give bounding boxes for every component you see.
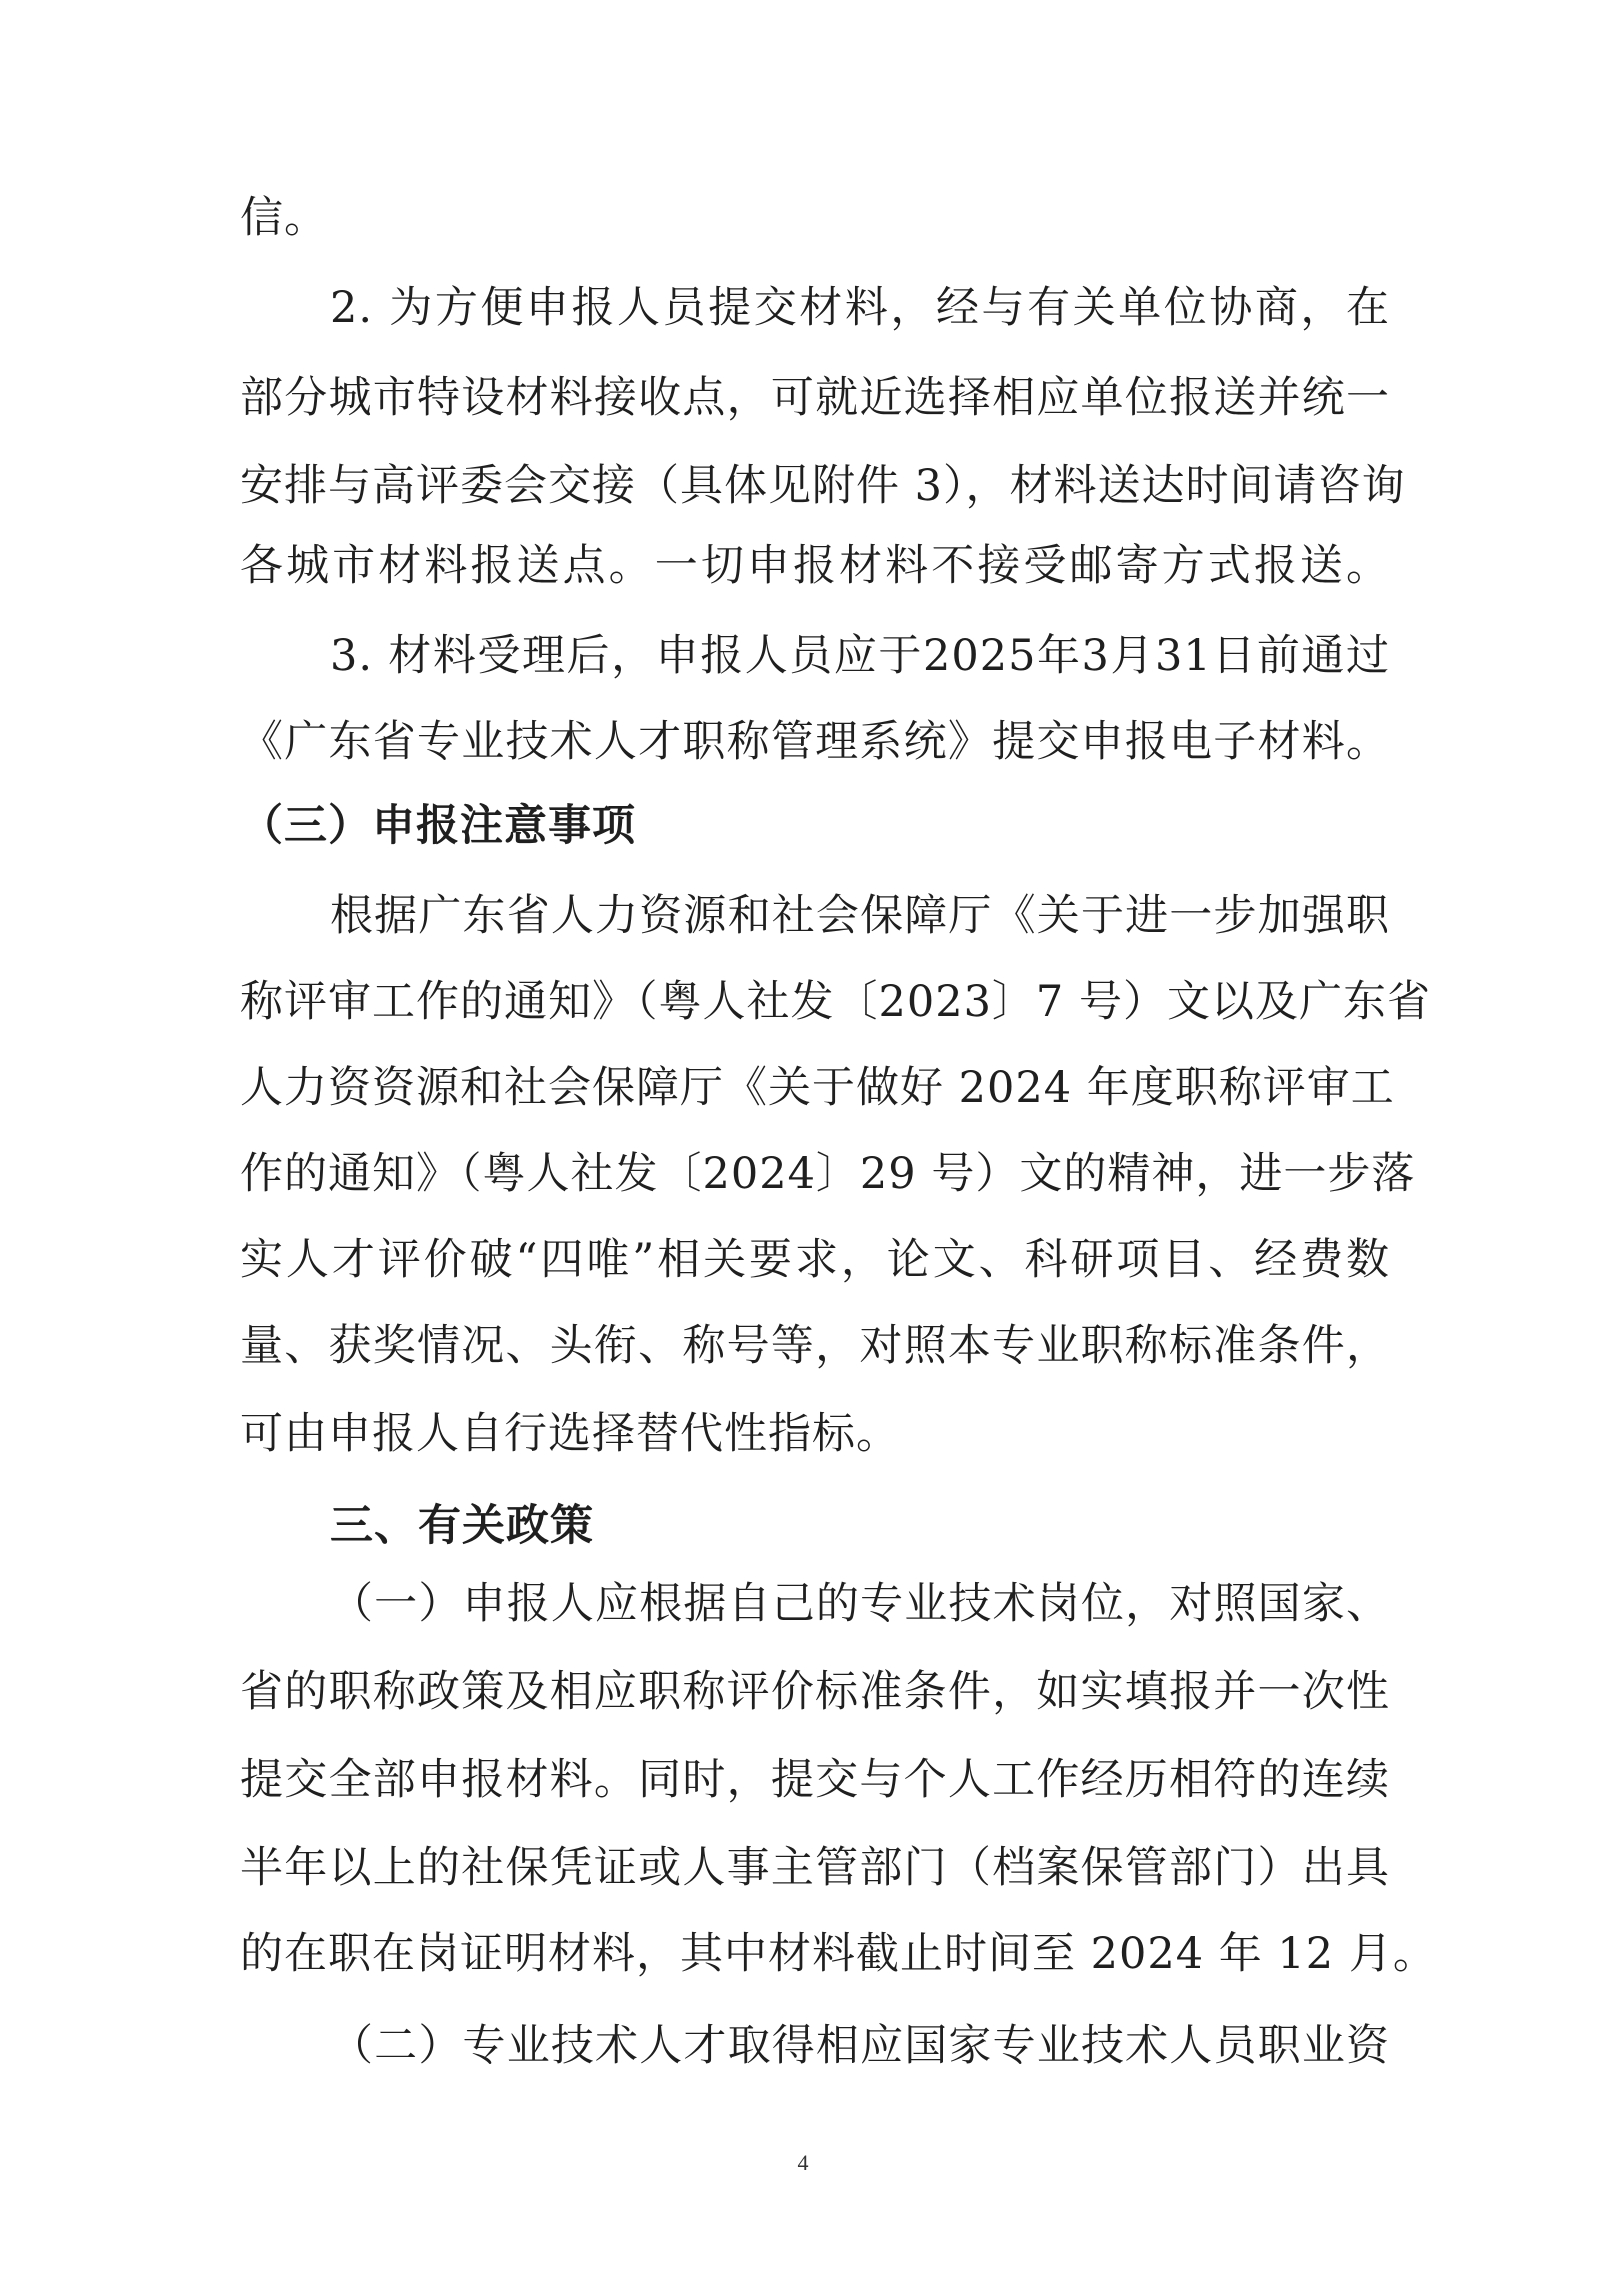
text-line: 实人才评价破“四唯”相关要求，论文、科研项目、经费数: [240, 1235, 1390, 1285]
text-line: 2. 为方便申报人员提交材料，经与有关单位协商，在: [330, 283, 1390, 333]
text-line: 量、获奖情况、头衔、称号等，对照本专业职称标准条件，: [240, 1321, 1390, 1371]
text-line: （一）申报人应根据自己的专业技术岗位，对照国家、: [330, 1579, 1390, 1629]
text-line: 提交全部申报材料。同时，提交与个人工作经历相符的连续: [240, 1755, 1390, 1805]
text-line: 省的职称政策及相应职称评价标准条件，如实填报并一次性: [240, 1667, 1390, 1717]
text-line: （二）专业技术人才取得相应国家专业技术人员职业资: [330, 2021, 1390, 2071]
text-line: 安排与高评委会交接（具体见附件 3），材料送达时间请咨询: [240, 461, 1406, 511]
text-line: 的在职在岗证明材料，其中材料截止时间至 2024 年 12 月。: [240, 1929, 1437, 1979]
text-line: 3. 材料受理后，申报人员应于2025年3月31日前通过: [330, 631, 1390, 681]
text-line: 部分城市特设材料接收点，可就近选择相应单位报送并统一: [240, 373, 1390, 423]
text-line: 各城市材料报送点。一切申报材料不接受邮寄方式报送。: [240, 541, 1390, 591]
text-line: 半年以上的社保凭证或人事主管部门（档案保管部门）出具: [240, 1843, 1390, 1893]
text-line: 人力资资源和社会保障厅《关于做好 2024 年度职称评审工: [240, 1063, 1395, 1113]
text-line: 《广东省专业技术人才职称管理系统》提交申报电子材料。: [240, 717, 1390, 767]
section-heading: （三）申报注意事项: [240, 801, 636, 851]
page-number: 4: [797, 2150, 809, 2175]
text-line: 可由申报人自行选择替代性指标。: [240, 1409, 900, 1459]
text-line: 作的通知》（粤人社发〔2024〕29 号）文的精神，进一步落: [240, 1149, 1416, 1199]
text-line: 信。: [240, 193, 328, 243]
text-line: 称评审工作的通知》（粤人社发〔2023〕7 号）文以及广东省: [240, 977, 1431, 1027]
section-heading: 三、有关政策: [330, 1501, 594, 1551]
text-line: 根据广东省人力资源和社会保障厅《关于进一步加强职: [330, 891, 1390, 941]
